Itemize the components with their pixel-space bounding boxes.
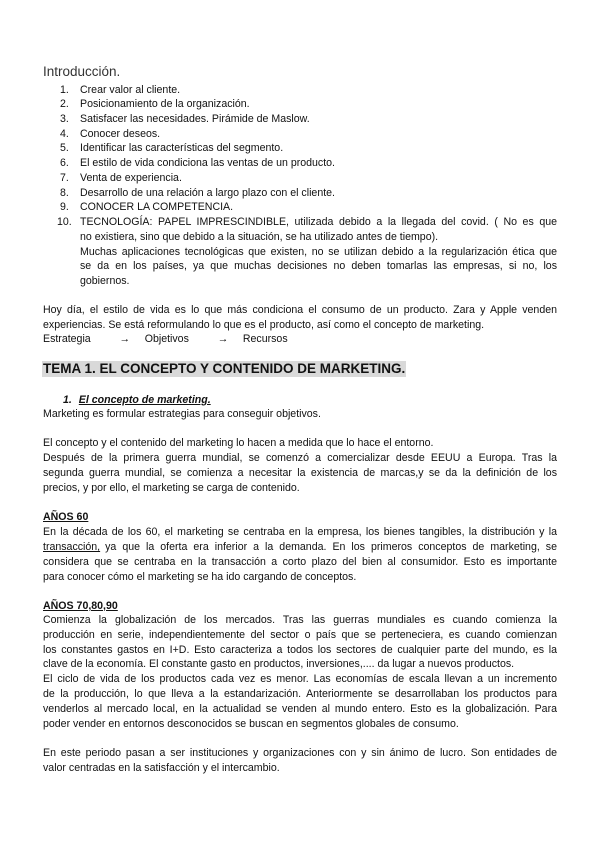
paragraph-line: Hoy día, el estilo de vida es lo que más condiciona el consumo de un producto. Zara y Apple venden (43, 304, 557, 316)
paragraph-line: segunda guerra mundial, se comienza a necesitar la existencia de marcas,y se da la definición de los (43, 467, 557, 479)
list-number: 1. (60, 84, 69, 96)
list-item-line: TECNOLOGÍA: PAPEL IMPRESCINDIBLE, utilizada debido a la llegada del covid. ( No es que (80, 216, 557, 228)
heading-anos-60: AÑOS 60 (43, 511, 89, 523)
list-number: 2. (60, 98, 69, 110)
paragraph-line: para conocer cómo el marketing se ha ido cargando de conceptos. (43, 571, 357, 583)
subsection-number: 1. (63, 394, 72, 406)
paragraph-line: Después de la primera guerra mundial, se comenzó a comercializar desde EEUU a Europa. Tras la (43, 452, 557, 464)
subsection-heading (63, 393, 577, 407)
flow-resources: Recursos (242, 333, 288, 345)
paragraph-line: En este periodo pasan a ser instituciones y organizaciones con y sin ánimo de lucro. Son entidades de (43, 747, 557, 759)
heading-anos-70-80-90: AÑOS 70,80,90 (43, 600, 118, 612)
paragraph-line: En la década de los 60, el marketing se centraba en la empresa, los bienes tangibles, la distribución y la (43, 526, 557, 538)
subsection-title: El concepto de marketing. (78, 394, 211, 406)
list-item: Satisfacer las necesidades. Pirámide de Maslow. (80, 113, 310, 125)
list-item: Venta de experiencia. (80, 172, 182, 184)
paragraph-line: experiencias. Se está reformulando lo que es el producto, así como el concepto de marketing. (43, 319, 485, 331)
paragraph-line: considera que se centraba en la transacción a corto plazo del bien al consumidor. Esto es importante (43, 556, 557, 568)
list-item: Crear valor al cliente. (80, 84, 181, 96)
definition-line: Marketing es formular estrategias para conseguir objetivos. (43, 408, 321, 420)
paragraph-line: precios, y por ello, el marketing se carga de contenido. (43, 482, 300, 494)
list-number: 7. (60, 172, 69, 184)
list-item: Identificar las características del segmento. (80, 142, 284, 154)
list-number: 9. (60, 201, 69, 213)
paragraph-line: poder vender en entornos desconocidos se buscan en segmentos globales de consumo. (43, 718, 459, 730)
strategy-flow (43, 332, 557, 346)
paragraph-line: los constantes gastos en I+D. Esto caracteriza a todos los sectores de cualquier parte del mundo, es la (43, 644, 557, 656)
list-item-line: gobiernos. (80, 275, 130, 287)
paragraph-line: El ciclo de vida de los productos cada vez es menor. Las economías de escala llevan a un incremento (43, 673, 557, 685)
list-number: 10. (57, 216, 72, 228)
list-number: 6. (60, 157, 69, 169)
paragraph-line: clave de la economía. El constante gasto en productos, inversiones,.... da lugar a nuevos productos. (43, 658, 515, 670)
list-item: CONOCER LA COMPETENCIA. (80, 201, 234, 213)
list-number: 5. (60, 142, 69, 154)
paragraph-line (43, 540, 557, 554)
flow-objectives: Objetivos (144, 333, 189, 345)
list-number: 8. (60, 187, 69, 199)
line-rest: ya que la oferta era inferior a la demanda. En los primeros conceptos de marketing, se (105, 541, 557, 553)
list-number: 4. (60, 128, 69, 140)
paragraph-line: producción en serie, independientemente del sector o país que se perteneciera, es cuando comienzan (43, 629, 557, 641)
section-heading: TEMA 1. EL CONCEPTO Y CONTENIDO DE MARKETING. (43, 361, 406, 376)
arrow-icon: → (119, 333, 130, 345)
list-item-line: Muchas aplicaciones tecnológicas que existen, no se utilizan debido a la regularización ética que (80, 246, 557, 258)
arrow-icon: → (217, 333, 229, 345)
flow-strategy: Estrategia (43, 333, 91, 345)
paragraph-line: valor centradas en la satisfacción y el intercambio. (43, 762, 280, 774)
list-item-line: se da en los países, ya que muchas decisiones no deben tomarlas las empresas, si no, los (80, 260, 557, 272)
list-item: El estilo de vida condiciona las ventas de un producto. (80, 157, 336, 169)
list-item: Conocer deseos. (80, 128, 161, 140)
list-item: Desarrollo de una relación a largo plazo con el cliente. (80, 187, 335, 199)
paragraph-line: Comienza la globalización de los mercados. Tras las guerras mundiales es cuando comienza la (43, 614, 557, 626)
intro-title: Introducción. (43, 64, 121, 79)
list-item-line: no existiera, sino que debido a la situación, se ha utilizado antes de tiempo). (80, 231, 439, 243)
list-number: 3. (60, 113, 69, 125)
underlined-word: transacción, (43, 541, 101, 553)
paragraph-line: venderlos al mercado local, en la actualidad se venden al mundo entero. Esto es la globalización. Para (43, 703, 557, 715)
paragraph-line: El concepto y el contenido del marketing lo hacen a medida que lo hace el entorno. (43, 437, 434, 449)
list-item: Posicionamiento de la organización. (80, 98, 250, 110)
paragraph-line: de la producción, lo que lleva a la estandarización. Anteriormente se desarrollaban los productos para (43, 688, 557, 700)
